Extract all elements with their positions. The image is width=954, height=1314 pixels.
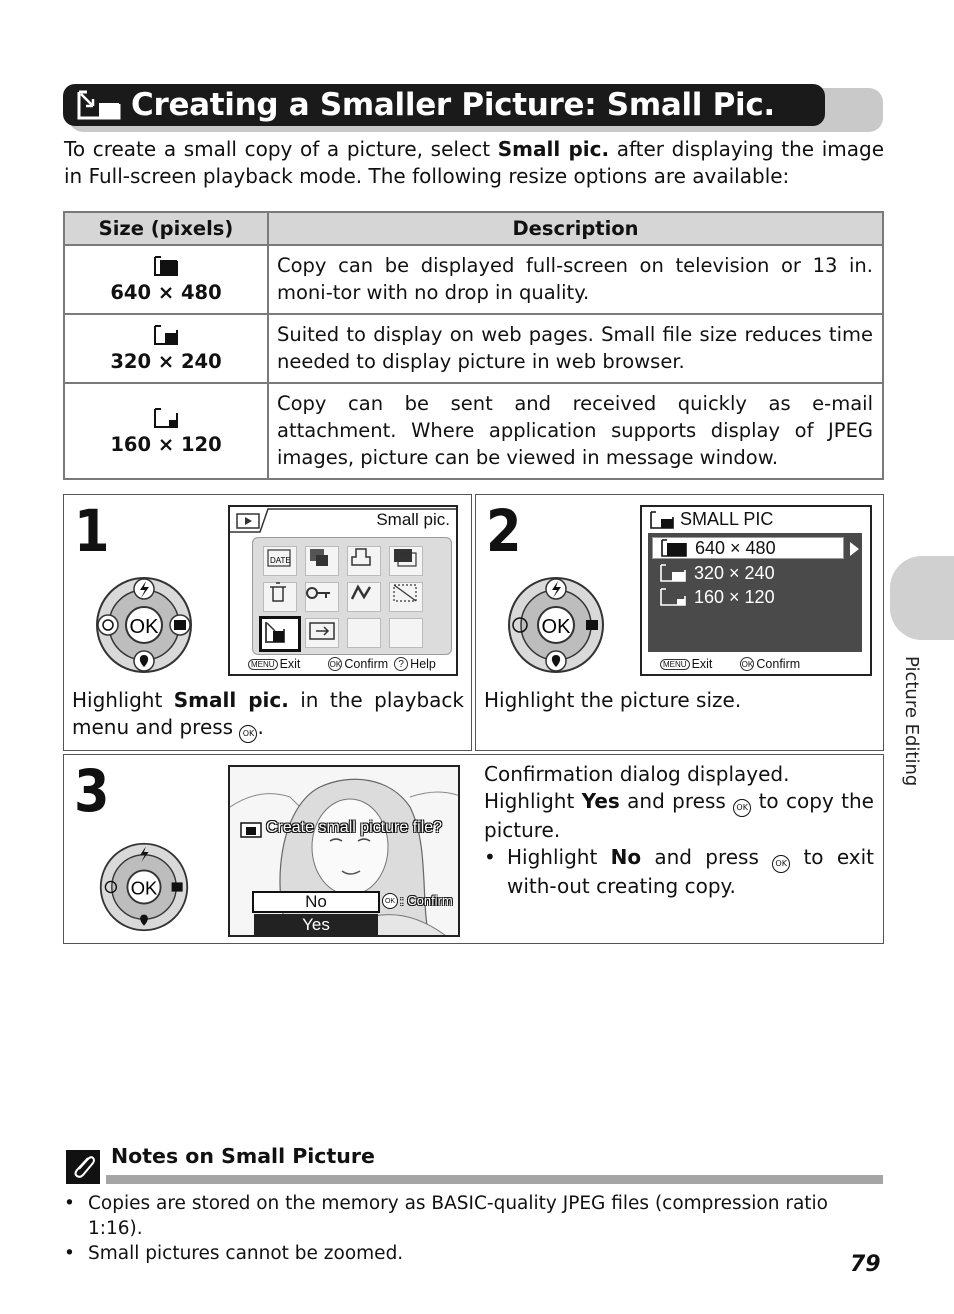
size-cell: 640 × 480	[64, 245, 268, 314]
svg-text:OK: OK	[130, 877, 158, 899]
size-640-icon	[153, 255, 179, 277]
date-menu-item[interactable]	[263, 546, 297, 576]
small-picture-icon	[240, 822, 262, 838]
intro-paragraph: To create a small copy of a picture, select Small pic. after displaying the image in Full-screen playback mode. The following resize options are available:	[64, 137, 885, 188]
ok-button-icon: OK	[733, 799, 751, 817]
size-640-icon	[661, 539, 687, 557]
copy-menu-item[interactable]	[305, 618, 339, 648]
dpof-menu-item[interactable]	[305, 546, 339, 576]
size-160-icon	[660, 588, 686, 606]
size-option-list	[648, 533, 862, 652]
table-header-size: Size (pixels)	[64, 212, 268, 245]
size-option-640[interactable]: 640 × 480	[652, 537, 844, 559]
help-icon: ?	[394, 657, 408, 671]
lcd-confirmation-dialog	[228, 765, 460, 937]
multi-selector-dial-icon	[94, 575, 194, 675]
title-bar	[63, 84, 825, 126]
size-320-icon	[153, 324, 179, 346]
step-1-text: Highlight Small pic. in the playback menu and press OK .	[72, 687, 464, 743]
yes-option[interactable]: Yes	[254, 914, 378, 936]
transfer-menu-item[interactable]	[347, 582, 381, 612]
ok-button-icon: OK	[328, 657, 342, 671]
multi-selector-dial-icon	[506, 575, 606, 675]
description-cell: Suited to display on web pages. Small file size reduces time needed to display picture in web browser.	[268, 314, 883, 383]
table-row	[64, 245, 883, 314]
delete-menu-item[interactable]	[263, 582, 297, 612]
ok-button-icon: OK	[740, 657, 754, 671]
list-item: • Copies are stored on the memory as BASIC-quality JPEG files (compression ratio 1:16).	[64, 1191, 884, 1241]
lcd-footer: MENU Exit OK Confirm ? Help	[230, 654, 456, 674]
table-row	[64, 314, 883, 383]
step-number: 2	[486, 497, 519, 565]
ok-button-icon: OK	[239, 725, 257, 743]
confirm-label: : Confirm	[400, 893, 453, 908]
no-option[interactable]: No	[252, 891, 380, 913]
description-cell: Copy can be displayed full-screen on television or 13 in. moni-tor with no drop in quality.	[268, 245, 883, 314]
intro-bold: Small pic.	[497, 137, 610, 161]
empty-menu-slot	[389, 618, 423, 648]
step-number: 1	[74, 497, 107, 565]
svg-text:DATE: DATE	[270, 556, 291, 565]
small-pic-menu-item[interactable]	[259, 616, 301, 652]
size-options-table	[63, 211, 884, 480]
lcd-playback-menu	[228, 505, 458, 676]
small-picture-icon	[77, 90, 121, 120]
page-number: 79	[850, 1252, 881, 1277]
step-number: 3	[74, 757, 107, 825]
table-row	[64, 383, 883, 479]
section-tab	[890, 556, 954, 640]
size-cell: 320 × 240	[64, 314, 268, 383]
size-cell: 160 × 120	[64, 383, 268, 479]
bullet-item: • Highlight No and press OK to exit with-out creating copy.	[484, 845, 875, 898]
step-1-box	[63, 494, 472, 751]
lcd-footer: MENU Exit OK Confirm	[642, 654, 870, 674]
small-picture-icon	[650, 511, 674, 529]
size-320-icon	[660, 564, 686, 582]
page-title: Creating a Smaller Picture: Small Pic.	[131, 87, 775, 123]
lcd-small-pic-menu	[640, 505, 872, 676]
title-banner	[63, 84, 883, 132]
print-menu-item[interactable]	[347, 546, 381, 576]
dialog-title: Create small picture file?	[266, 819, 443, 836]
list-item: • Small pictures cannot be zoomed.	[64, 1241, 884, 1266]
section-label: Picture Editing	[901, 656, 922, 787]
notes-divider	[106, 1175, 883, 1184]
paperclip-icon	[66, 1150, 100, 1184]
step-2-text: Highlight the picture size.	[484, 688, 742, 712]
lcd-title: Small pic.	[376, 510, 450, 529]
ok-button-icon: OK	[382, 893, 398, 909]
notes-list	[64, 1191, 884, 1266]
lcd-title: SMALL PIC	[680, 509, 774, 529]
description-cell: Copy can be sent and received quickly as e-mail attachment. Where application supports display of JPEG images, picture can be viewed in message window.	[268, 383, 883, 479]
size-option-320[interactable]: 320 × 240	[660, 562, 775, 584]
slideshow-menu-item[interactable]	[389, 546, 423, 576]
size-160-icon	[153, 407, 179, 429]
arrow-right-icon	[848, 541, 860, 557]
playback-icon	[236, 513, 260, 529]
crop-menu-item[interactable]	[389, 582, 423, 612]
step-3-text: Confirmation dialog displayed. Highlight Yes and press OK to copy the picture. • Highlight No and press OK to exit with-out creating copy.	[484, 762, 875, 898]
step-2-box	[475, 494, 884, 751]
size-option-160[interactable]: 160 × 120	[660, 586, 775, 608]
svg-text:OK: OK	[129, 616, 159, 638]
table-header-description: Description	[268, 212, 883, 245]
step-3-box	[63, 754, 884, 944]
ok-button-icon: OK	[772, 855, 790, 873]
menu-icon-grid	[252, 537, 452, 655]
empty-menu-slot	[347, 618, 381, 648]
multi-selector-dial-icon	[98, 841, 190, 933]
protect-menu-item[interactable]	[305, 582, 339, 612]
notes-title: Notes on Small Picture	[111, 1144, 375, 1168]
menu-button-icon: MENU	[660, 659, 690, 670]
menu-button-icon: MENU	[248, 659, 278, 670]
svg-text:OK: OK	[541, 616, 571, 638]
table-header-row	[64, 212, 883, 245]
